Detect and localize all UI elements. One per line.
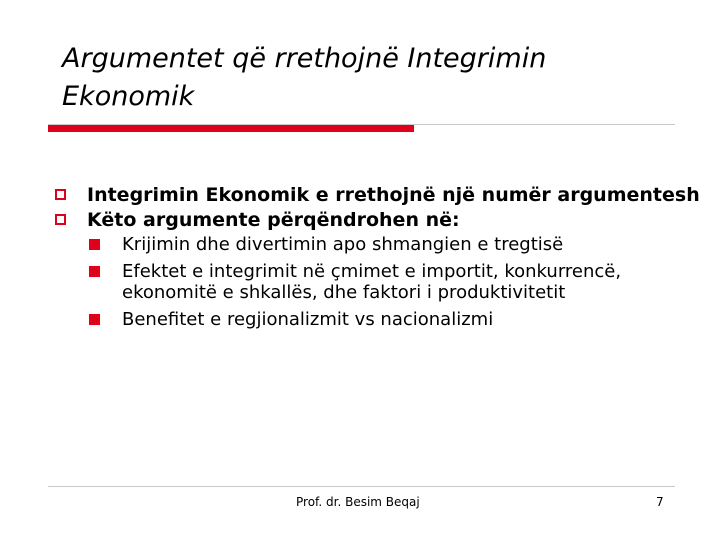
sub-bullet-text: Efektet e integrimit në çmimet e importit, konkurrencë, ekonomitë e shkallës, dhe faktori i produktivitetit	[122, 261, 622, 303]
sub-bullet-item	[0, 234, 720, 255]
slide-title: Argumentet që rrethojnë Integrimin Ekonomik	[62, 43, 547, 112]
filled-square-bullet-icon	[89, 266, 100, 277]
bullet-item	[0, 184, 720, 207]
sub-bullet-text: Benefitet e regjionalizmit vs nacionalizmi	[122, 309, 494, 330]
bullet-text: Këto argumente përqëndrohen në:	[87, 209, 460, 231]
filled-square-bullet-icon	[89, 239, 100, 250]
filled-square-bullet-icon	[89, 314, 100, 325]
bullet-list	[0, 184, 720, 336]
footer-author: Prof. dr. Besim Beqaj	[296, 495, 420, 509]
footer-divider	[48, 486, 675, 487]
hollow-square-bullet-icon	[55, 189, 66, 200]
bullet-item	[0, 209, 720, 232]
sub-bullet-text: Krijimin dhe divertimin apo shmangien e tregtisë	[122, 234, 564, 255]
title-divider	[48, 124, 675, 134]
hollow-square-bullet-icon	[55, 214, 66, 225]
bullet-text: Integrimin Ekonomik e rrethojnë një numër argumentesh	[87, 184, 700, 206]
sub-bullet-item	[0, 309, 720, 330]
page-number: 7	[656, 495, 664, 509]
sub-bullet-item	[0, 261, 720, 303]
title-divider-accent-bar	[48, 125, 414, 132]
